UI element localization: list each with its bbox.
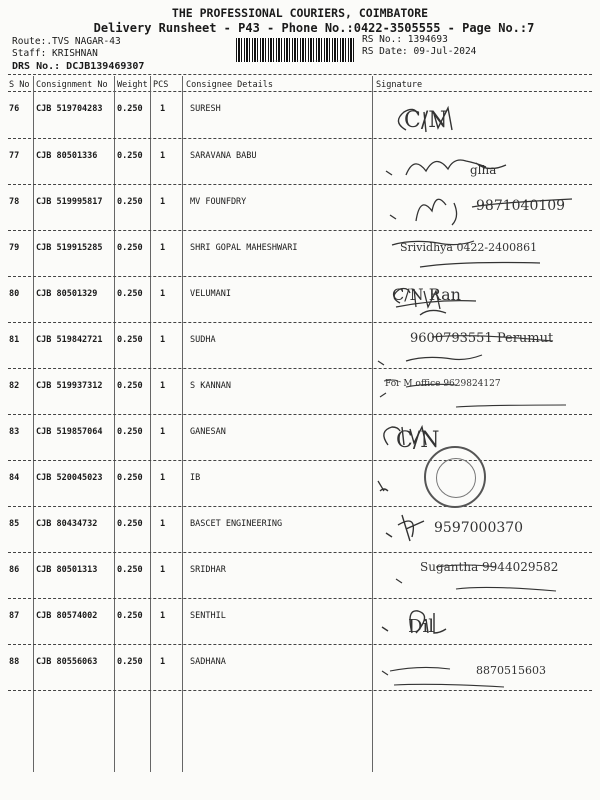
rs-number: RS No.: 1394693 (362, 34, 448, 45)
delivery-stamp (424, 446, 486, 508)
row-consignment: CJB 519842721 (36, 335, 103, 345)
row-consignee: IB (190, 473, 201, 483)
col-header-consignee: Consignee Details (186, 80, 273, 90)
row-sno: 83 (9, 427, 20, 437)
row-pcs: 1 (160, 657, 166, 667)
row-sno: 80 (9, 289, 20, 299)
row-pcs: 1 (160, 243, 166, 253)
table-row (0, 461, 600, 507)
signature-text: Sugantha 9944029582 (420, 560, 559, 574)
table-row (0, 277, 600, 323)
row-sno: 77 (9, 151, 20, 161)
row-weight: 0.250 (117, 289, 143, 299)
row-consignment: CJB 519857064 (36, 427, 103, 437)
row-weight: 0.250 (117, 473, 143, 483)
row-pcs: 1 (160, 473, 166, 483)
rs-date: RS Date: 09-Jul-2024 (362, 46, 477, 57)
col-header-signature: Signature (376, 80, 423, 90)
row-weight: 0.250 (117, 565, 143, 575)
row-pcs: 1 (160, 151, 166, 161)
col-header-pcs: PCS (153, 80, 169, 90)
table-row (0, 369, 600, 415)
row-consignee: SENTHIL (190, 611, 226, 621)
signature-text: 9600793551 Perumut (410, 331, 554, 346)
barcode (236, 38, 354, 62)
row-consignment: CJB 80501336 (36, 151, 98, 161)
signature-text: 9597000370 (434, 520, 524, 536)
row-pcs: 1 (160, 427, 166, 437)
row-consignment: CJB 520045023 (36, 473, 103, 483)
row-sno: 84 (9, 473, 20, 483)
row-weight: 0.250 (117, 104, 143, 114)
signature-text: Dil (408, 616, 434, 637)
row-weight: 0.250 (117, 243, 143, 253)
row-weight: 0.250 (117, 151, 143, 161)
row-weight: 0.250 (117, 381, 143, 391)
row-consignment: CJB 519937312 (36, 381, 103, 391)
row-weight: 0.250 (117, 519, 143, 529)
row-sno: 87 (9, 611, 20, 621)
table-row (0, 139, 600, 185)
row-consignment: CJB 80501313 (36, 565, 98, 575)
company-title: THE PROFESSIONAL COURIERS, COIMBATORE (171, 6, 429, 20)
col-header-weight: Weight (117, 80, 148, 90)
row-sno: 78 (9, 197, 20, 207)
row-weight: 0.250 (117, 197, 143, 207)
row-consignment: CJB 80434732 (36, 519, 98, 529)
table-row (0, 415, 600, 461)
row-weight: 0.250 (117, 335, 143, 345)
signature-text: 8870515603 (476, 664, 546, 677)
row-consignment: CJB 519704283 (36, 104, 103, 114)
row-consignment: CJB 80556063 (36, 657, 98, 667)
runsheet-subtitle: Delivery Runsheet - P43 - Phone No.:0422-3505555 - Page No.:7 (93, 21, 535, 35)
table-row (0, 92, 600, 138)
row-weight: 0.250 (117, 611, 143, 621)
route-label: Route:.TVS NAGAR-43 (12, 36, 121, 47)
row-sno: 86 (9, 565, 20, 575)
row-consignee: MV FOUNFDRY (190, 197, 247, 207)
row-pcs: 1 (160, 197, 166, 207)
signature-scribble (376, 369, 592, 413)
table-row (0, 599, 600, 645)
row-consignment: CJB 80574002 (36, 611, 98, 621)
row-consignee: SARAVANA BABU (190, 151, 257, 161)
row-pcs: 1 (160, 611, 166, 621)
row-pcs: 1 (160, 519, 166, 529)
signature-text: C/N (404, 108, 448, 133)
header-top-rule (8, 74, 592, 75)
col-header-consignment: Consignment No (36, 80, 108, 90)
row-pcs: 1 (160, 335, 166, 345)
row-sno: 82 (9, 381, 20, 391)
drs-number: DRS No.: DCJB139469307 (12, 61, 145, 72)
row-rule (8, 690, 592, 691)
row-pcs: 1 (160, 381, 166, 391)
row-pcs: 1 (160, 565, 166, 575)
row-sno: 76 (9, 104, 20, 114)
row-consignee: S KANNAN (190, 381, 231, 391)
col-header-sno: S No (9, 80, 30, 90)
row-consignment: CJB 80501329 (36, 289, 98, 299)
row-consignee: GANESAN (190, 427, 226, 437)
row-consignment: CJB 519995817 (36, 197, 103, 207)
row-consignee: SRIDHAR (190, 565, 226, 575)
row-pcs: 1 (160, 289, 166, 299)
row-consignee: VELUMANI (190, 289, 231, 299)
signature-text: glha (470, 163, 497, 177)
signature-text: Srividhya 0422-2400861 (400, 241, 538, 254)
signature-text: For M office 9629824127 (385, 379, 501, 389)
row-consignee: BASCET ENGINEERING (190, 519, 283, 529)
row-consignment: CJB 519915285 (36, 243, 103, 253)
row-weight: 0.250 (117, 657, 143, 667)
row-sno: 88 (9, 657, 20, 667)
row-sno: 85 (9, 519, 20, 529)
signature-text: 9871040109 (476, 198, 566, 214)
row-consignee: SUDHA (190, 335, 216, 345)
row-consignee: SHRI GOPAL MAHESHWARI (190, 243, 298, 253)
signature-text: C/N Ran (392, 285, 461, 304)
row-pcs: 1 (160, 104, 166, 114)
signature-text: C/N (396, 428, 440, 453)
row-consignee: SURESH (190, 104, 221, 114)
staff-label: Staff: KRISHNAN (12, 48, 98, 59)
row-sno: 79 (9, 243, 20, 253)
row-consignee: SADHANA (190, 657, 226, 667)
row-sno: 81 (9, 335, 20, 345)
row-weight: 0.250 (117, 427, 143, 437)
